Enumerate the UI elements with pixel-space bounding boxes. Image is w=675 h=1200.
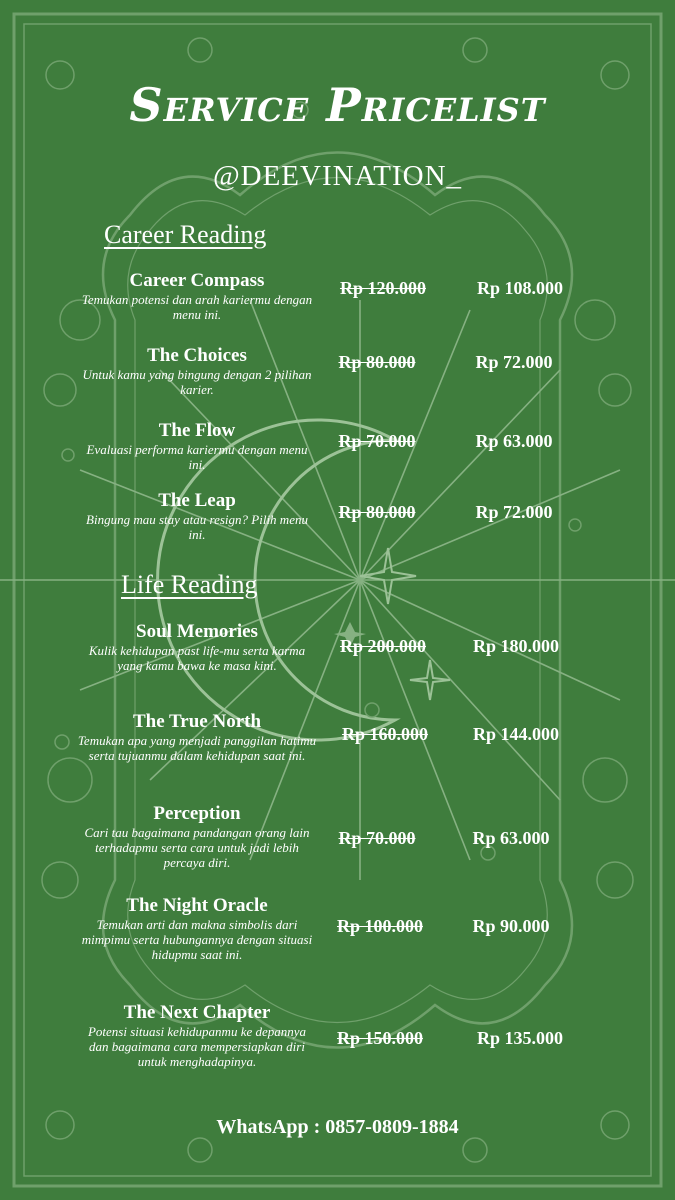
- star-sparkle-small: [410, 660, 450, 700]
- discount-price: Rp 180.000: [472, 636, 559, 656]
- item-name: Perception: [153, 803, 241, 824]
- original-price: Rp 70.000: [338, 431, 416, 451]
- item-name: The Night Oracle: [126, 895, 268, 916]
- item-description: Temukan arti dan makna simbolis dari mimpimu serta hubungannya dengan situasi hidupmu saat ini.: [81, 917, 313, 962]
- original-price: Rp 160.000: [341, 724, 428, 744]
- item-name: The Leap: [158, 490, 236, 511]
- original-price: Rp 100.000: [336, 916, 423, 936]
- whatsapp-contact: WhatsApp : 0857-0809-1884: [216, 1116, 459, 1138]
- original-price: Rp 80.000: [338, 352, 416, 372]
- item-name: Soul Memories: [136, 621, 258, 642]
- discount-price: Rp 90.000: [472, 916, 550, 936]
- discount-price: Rp 72.000: [475, 352, 553, 372]
- item-name: The Next Chapter: [123, 1002, 271, 1023]
- list-item: [77, 270, 317, 322]
- discount-price: Rp 63.000: [472, 828, 550, 848]
- page-title: Service Pricelist: [129, 78, 546, 132]
- floral-corners: [42, 38, 633, 1162]
- item-description: Cari tau bagaimana pandangan orang lain terhadapmu serta cara untuk jadi lebih percaya diri.: [84, 825, 310, 870]
- list-item: [77, 1002, 317, 1069]
- item-name: Career Compass: [129, 270, 265, 291]
- item-description: Temukan potensi dan arah kariermu dengan menu ini.: [81, 292, 313, 322]
- item-description: Bingung mau stay atau resign? Pilih menu ini.: [86, 512, 308, 542]
- original-price: Rp 200.000: [339, 636, 426, 656]
- discount-price: Rp 135.000: [476, 1028, 563, 1048]
- list-item: [77, 803, 317, 870]
- list-item: [77, 711, 317, 763]
- item-name: The Choices: [147, 345, 247, 366]
- discount-price: Rp 144.000: [472, 724, 559, 744]
- list-item: [77, 621, 317, 673]
- discount-price: Rp 72.000: [475, 502, 553, 522]
- list-item: [77, 345, 317, 397]
- discount-price: Rp 108.000: [476, 278, 563, 298]
- item-description: Untuk kamu yang bingung dengan 2 pilihan karier.: [82, 367, 312, 397]
- list-item: [77, 895, 317, 962]
- instagram-handle: @DEEVINATION_: [212, 160, 463, 192]
- section-title-career: Career Reading: [104, 220, 267, 249]
- item-name: The True North: [132, 711, 262, 732]
- item-name: The Flow: [158, 420, 236, 441]
- original-price: Rp 70.000: [338, 828, 416, 848]
- section-title-life: Life Reading: [121, 570, 258, 599]
- item-description: Potensi situasi kehidupanmu ke depannya dan bagaimana cara mempersiapkan diri untuk menghadapinya.: [87, 1024, 307, 1069]
- list-item: [77, 420, 317, 472]
- item-description: Temukan apa yang menjadi panggilan hatimu serta tujuanmu dalam kehidupan saat ini.: [77, 733, 317, 763]
- list-item: [77, 490, 317, 542]
- item-description: Kulik kehidupan past life-mu serta karma yang kamu bawa ke masa kini.: [88, 643, 306, 673]
- discount-price: Rp 63.000: [475, 431, 553, 451]
- original-price: Rp 150.000: [336, 1028, 423, 1048]
- item-description: Evaluasi performa kariermu dengan menu ini.: [86, 442, 308, 472]
- original-price: Rp 120.000: [339, 278, 426, 298]
- original-price: Rp 80.000: [338, 502, 416, 522]
